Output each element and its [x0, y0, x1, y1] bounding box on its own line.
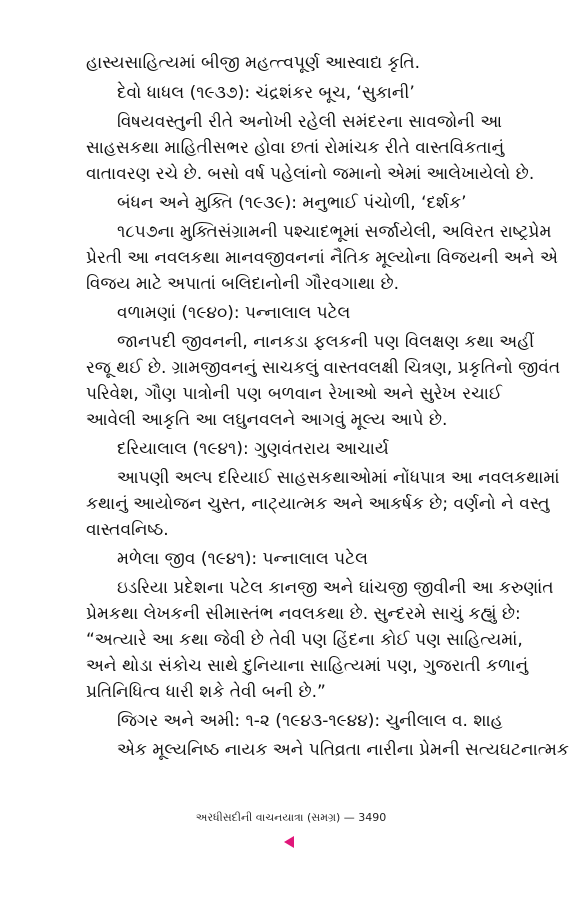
entry-heading: વળામણાં (૧૯૪૦): પન્નાલાલ પટેલ [117, 303, 351, 323]
text-line: સાહસકથા માહિતીસભર હોવા છતાં રોમાંચક રીતે વાસ્તવિકતાનું [86, 138, 505, 158]
text-line: ઇડરિયા પ્રદેશના પટેલ કાનજી અને ઘાંચજી જીવીની આ કરુણાંત [117, 578, 554, 598]
text-line: ૧૮૫૭ના મુક્તિસંગ્રામની પશ્ચાદભૂમાં સર્જાયેલી, અવિરત રાષ્ટ્રપ્રેમ [117, 222, 552, 242]
previous-page-arrow-icon[interactable] [284, 836, 294, 848]
text-line: એક મૂલ્યનિષ્ઠ નાયક અને પતિવ્રતા નારીના પ્રેમની સત્યઘટનાત્મક [117, 740, 569, 760]
text-line: વાસ્તવનિષ્ઠ. [86, 520, 169, 540]
page-footer: અરધીસદીની વાચનયાત્રા (સમગ્ર) — 3490 [195, 811, 387, 824]
entry-heading: બંધન અને મુક્તિ (૧૯૩૯): મનુભાઈ પંચોળી, ‘દર્શક’ [117, 193, 467, 213]
text-line: પ્રેમકથા લેખકની સીમાસ્તંભ નવલકથા છે. સુન્દરમે સાચું કહ્યું છે: [86, 604, 521, 624]
text-line: કથાનું આયોજન ચુસ્ત, નાટ્યાત્મક અને આકર્ષક છે; વર્ણનો ને વસ્તુ [86, 494, 550, 514]
quote-line: અને થોડા સંકોચ સાથે દુનિયાના સાહિત્યમાં પણ, ગુજરાતી કળાનું [86, 656, 529, 676]
entry-heading: દેવો ધાધલ (૧૯૩૭): ચંદ્રશંકર બૂચ, ‘સુકાની’ [117, 83, 415, 103]
text-line: આવેલી આકૃતિ આ લઘુનવલને આગવું મૂલ્ય આપે છે. [86, 410, 448, 430]
entry-heading: મળેલા જીવ (૧૯૪૧): પન્નાલાલ પટેલ [117, 549, 368, 569]
text-line: વિજય માટે અપાતાં બલિદાનોની ગૌરવગાથા છે. [86, 274, 400, 294]
entry-heading: દરિયાલાલ (૧૯૪૧): ગુણવંતરાય આચાર્ય [117, 439, 389, 459]
text-line: વાતાવરણ રચે છે. બસો વર્ષ પહેલાંનો જમાનો એમાં આલેખાયેલો છે. [86, 164, 535, 184]
text-line: વિષયવસ્તુની રીતે અનોખી રહેલી સમંદરના સાવજોની આ [117, 112, 502, 132]
quote-line: “અત્યારે આ કથા જેવી છે તેવી પણ હિંદના કોઈ પણ સાહિત્યમાં, [86, 630, 523, 650]
entry-heading: જિગર અને અમી: ૧-૨ (૧૯૪૩-૧૯૪૪): ચુનીલાલ વ. શાહ [117, 711, 503, 731]
text-line: પરિવેશ, ગૌણ પાત્રોની પણ બળવાન રેખાઓ અને સુરેખ રચાઈ [86, 384, 502, 404]
quote-line: પ્રતિનિધિત્વ ધારી શકે તેવી બની છે.” [86, 682, 326, 702]
text-line: પ્રેરતી આ નવલકથા માનવજીવનનાં નૈતિક મૂલ્યોના વિજયની અને એ [86, 248, 558, 268]
text-line: આપણી અલ્પ દરિયાઈ સાહસકથાઓમાં નોંધપાત્ર આ નવલકથામાં [117, 468, 560, 488]
text-line: હાસ્યસાહિત્યમાં બીજી મહત્ત્વપૂર્ણ આસ્વાદ્ય કૃતિ. [86, 53, 421, 73]
text-line: રજૂ થઈ છે. ગ્રામજીવનનું સાચકલું વાસ્તવલક્ષી ચિત્રણ, પ્રકૃતિનો જીવંત [86, 358, 561, 378]
text-line: જાનપદી જીવનની, નાનકડા ફલકની પણ વિલક્ષણ કથા અહીં [117, 332, 535, 352]
